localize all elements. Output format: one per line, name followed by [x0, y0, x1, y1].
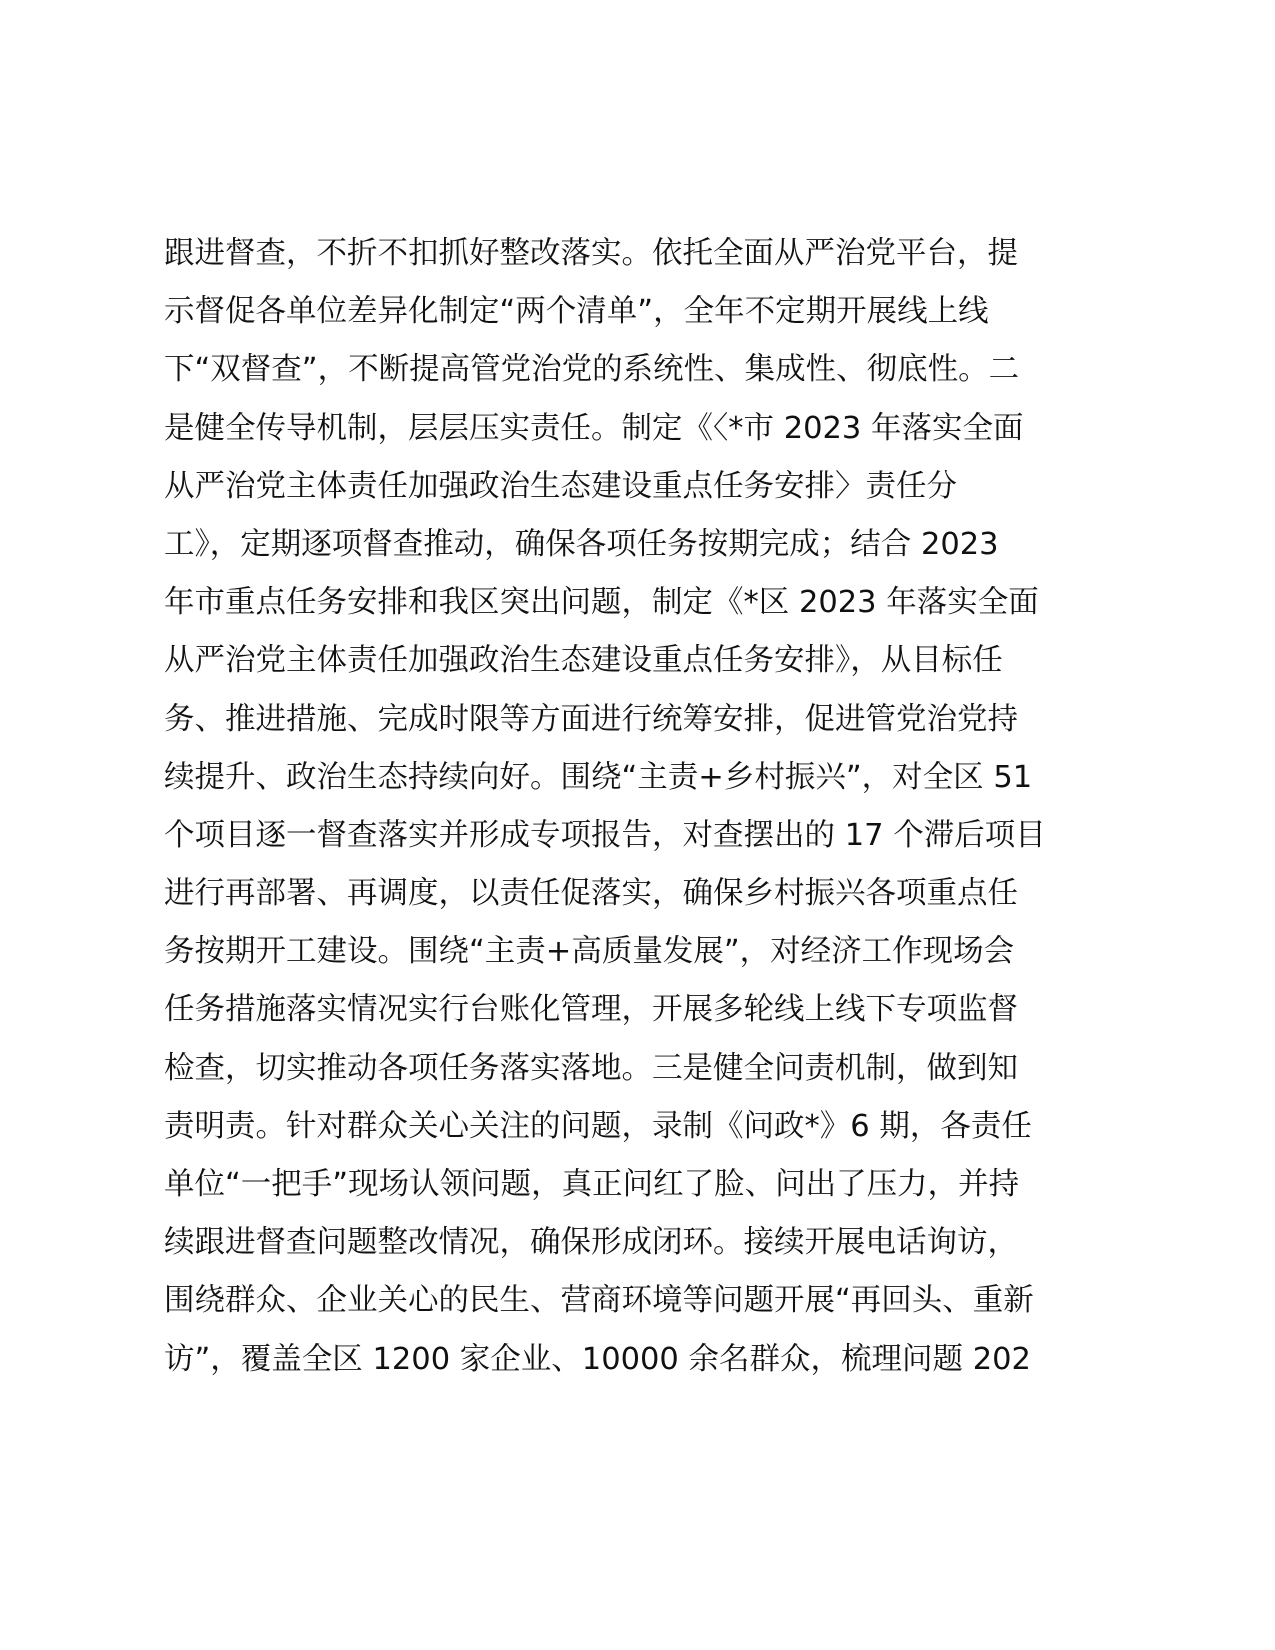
text-line-17: 单位“一把手”现场认领问题，真正问红了脸、问出了压力，并持 [164, 1167, 1020, 1202]
text-line-19: 围绕群众、企业关心的民生、营商环境等问题开展“再回头、重新 [164, 1283, 1034, 1319]
text-line-11: 个项目逐一督查落实并形成专项报告，对查摆出的 17 个滞后项目 [164, 817, 1046, 853]
text-line-7: 年市重点任务安排和我区突出问题，制定《*区 2023 年落实全面 [164, 585, 1039, 621]
body-paragraph [164, 225, 1124, 1389]
text-line-16: 责明责。针对群众关心关注的问题，录制《问政*》6 期，各责任 [164, 1108, 1032, 1144]
text-line-8: 从严治党主体责任加强政治生态建设重点任务安排》，从目标任 [164, 643, 1003, 679]
text-line-12: 进行再部署、再调度，以责任促落实，确保乡村振兴各项重点任 [164, 876, 1018, 912]
text-line-3: 下“双督查”，不断提高管党治党的系统性、集成性、彻底性。二 [164, 352, 1020, 388]
text-line-18: 续跟进督查问题整改情况，确保形成闭环。接续开展电话询访， [164, 1225, 1018, 1261]
text-line-14: 任务措施落实情况实行台账化管理，开展多轮线上线下专项监督 [164, 992, 1018, 1028]
text-line-4: 是健全传导机制，层层压实责任。制定《〈*市 2023 年落实全面 [164, 410, 1024, 446]
text-line-20: 访”，覆盖全区 1200 家企业、10000 余名群众，梳理问题 202 [164, 1341, 1031, 1377]
text-line-5: 从严治党主体责任加强政治生态建设重点任务安排〉责任分 [164, 468, 957, 504]
text-line-9: 务、推进措施、完成时限等方面进行统筹安排，促进管党治党持 [164, 701, 1018, 737]
text-line-10: 续提升、政治生态持续向好。围绕“主责+乡村振兴”，对全区 51 [164, 759, 1033, 795]
text-line-15: 检查，切实推动各项任务落实落地。三是健全问责机制，做到知 [164, 1050, 1018, 1086]
text-line-1: 跟进督查，不折不扣抓好整改落实。依托全面从严治党平台，提 [164, 236, 1018, 271]
text-line-13: 务按期开工建设。围绕“主责+高质量发展”，对经济工作现场会 [164, 934, 1015, 970]
text-line-6: 工》，定期逐项督查推动，确保各项任务按期完成；结合 2023 [164, 526, 999, 562]
text-line-2: 示督促各单位差异化制定“两个清单”，全年不定期开展线上线 [164, 294, 989, 330]
